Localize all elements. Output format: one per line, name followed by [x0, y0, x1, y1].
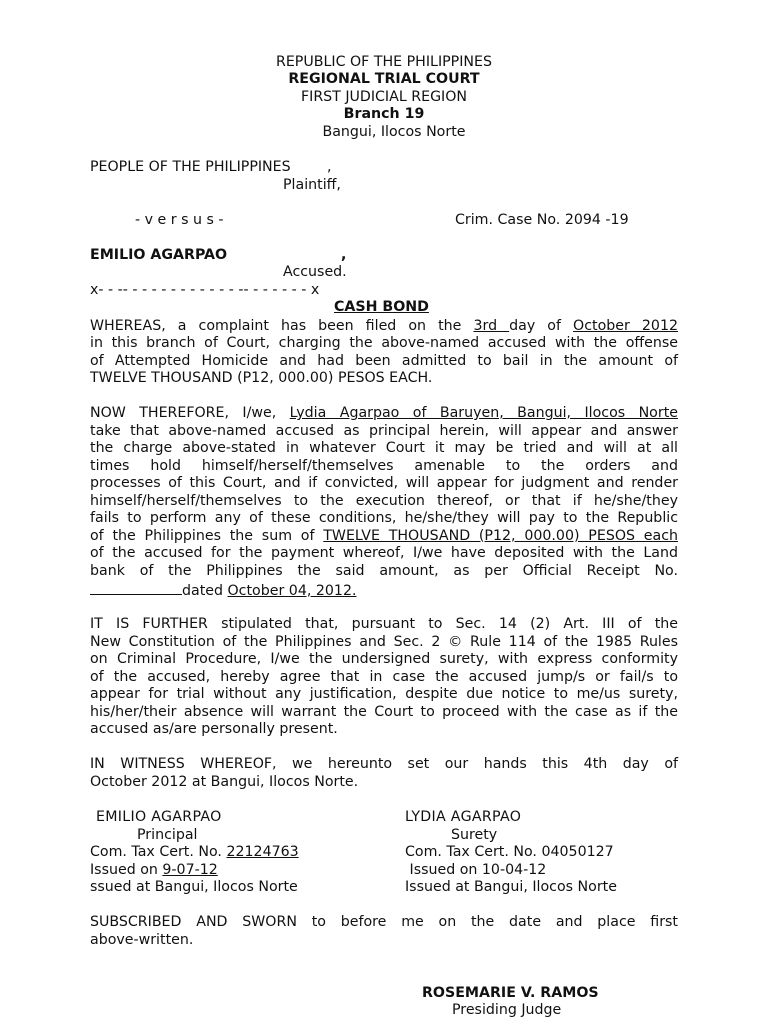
judge-title: Presiding Judge [452, 1002, 562, 1018]
complaint-month: October 2012 [573, 318, 678, 334]
para2-line10: bank of the Philippines the said amount, as per Official Receipt No. [90, 563, 678, 579]
para2-line3: the charge above-stated in whatever Court it may be tried and will at all [90, 440, 678, 456]
para4-line1: IN WITNESS WHEREOF, we hereunto set our hands this 4th day of [90, 756, 678, 772]
para2-line8: of the Philippines the sum of TWELVE THOUSAND (P12, 000.00) PESOS each [90, 528, 678, 544]
surety-tax-cert: Com. Tax Cert. No. 04050127 [405, 844, 614, 860]
header-location: Bangui, Ilocos Norte [322, 124, 466, 140]
surety-name: LYDIA AGARPAO [405, 809, 522, 825]
surety-issued-at: Issued at Bangui, Ilocos Norte [405, 879, 617, 895]
bond-amount: TWELVE THOUSAND (P12, 000.00) PESOS each [323, 528, 678, 544]
para4-line2: October 2012 at Bangui, Ilocos Norte. [90, 774, 359, 790]
receipt-date: October 04, 2012. [227, 583, 357, 599]
plaintiff-name: PEOPLE OF THE PHILIPPINES [90, 159, 291, 175]
para2-line5: processes of this Court, and if convicted, will appear for judgment and render [90, 475, 678, 491]
para1-line1: WHEREAS, a complaint has been filed on the 3rd day of October 2012 [90, 318, 678, 334]
surety-tax-number: 04050127 [541, 844, 614, 860]
surety-issued-on: Issued on 10-04-12 [405, 862, 547, 878]
para3-line5: appear for trial without any justification, despite due notice to me/us surety, [90, 686, 678, 702]
header-court: REGIONAL TRIAL COURT [288, 71, 480, 87]
principal-name: EMILIO AGARPAO [96, 809, 222, 825]
principal-tax-number: 22124763 [226, 844, 299, 860]
header-branch: Branch 19 [343, 106, 425, 122]
principal-issued-on: Issued on 9-07-12 [90, 862, 218, 878]
para3-line7: accused as/are personally present. [90, 721, 338, 737]
para3-line6: his/her/their absence will warrant the Court to proceed with the case as if the [90, 704, 678, 720]
para2-line7: fails to perform any of these conditions, he/she/they will pay to the Republic [90, 510, 678, 526]
case-number: Crim. Case No. 2094 -19 [455, 212, 629, 228]
surety-role: Surety [451, 827, 498, 843]
para2-line4: times hold himself/herself/themselves amenable to the orders and [90, 458, 678, 474]
plaintiff-comma: , [327, 159, 332, 175]
judge-name: ROSEMARIE V. RAMOS [422, 985, 599, 1001]
surety-issue-date: 10-04-12 [481, 862, 547, 878]
para3-line2: New Constitution of the Philippines and Sec. 2 © Rule 114 of the 1985 Rules [90, 634, 678, 650]
para2-line11: dated October 04, 2012. [90, 581, 357, 600]
para1-line4: TWELVE THOUSAND (P12, 000.00) PESOS EACH. [90, 370, 433, 386]
receipt-number-blank [90, 581, 182, 595]
principal-issued-at: ssued at Bangui, Ilocos Norte [90, 879, 298, 895]
header-region: FIRST JUDICIAL REGION [300, 89, 468, 105]
para3-line3: on Criminal Procedure, I/we the undersigned surety, with express conformity [90, 651, 678, 667]
para2-line2: take that above-named accused as principal herein, will appear and answer [90, 423, 678, 439]
para2-line9: of the accused for the payment whereof, I/we have deposited with the Land [90, 545, 678, 561]
versus: - v e r s u s - [135, 212, 224, 228]
caption-separator: x- - -- - - - - - - - - - - - -- - - - - - - x [90, 282, 320, 298]
principal-tax-cert: Com. Tax Cert. No. 22124763 [90, 844, 299, 860]
para2-line1: NOW THEREFORE, I/we, Lydia Agarpao of Baruyen, Bangui, Ilocos Norte [90, 405, 678, 421]
para3-line1: IT IS FURTHER stipulated that, pursuant to Sec. 14 (2) Art. III of the [90, 616, 678, 632]
accused-name: EMILIO AGARPAO [90, 247, 228, 263]
surety-name-address: Lydia Agarpao of Baruyen, Bangui, Ilocos Norte [289, 405, 678, 421]
para5-line2: above-written. [90, 932, 194, 948]
para2-line6: himself/herself/themselves to the execution thereof, or that if he/she/they [90, 493, 678, 509]
accused-comma: , [341, 247, 347, 263]
header-republic: REPUBLIC OF THE PHILIPPINES [275, 54, 493, 70]
complaint-day: 3rd [473, 318, 510, 334]
principal-role: Principal [137, 827, 198, 843]
para3-line4: of the accused, hereby agree that in case the accused jump/s or fail/s to [90, 669, 678, 685]
para5-line1: SUBSCRIBED AND SWORN to before me on the date and place first [90, 914, 678, 930]
document-title: CASH BOND [334, 299, 429, 315]
para1-line2: in this branch of Court, charging the above-named accused with the offense [90, 335, 678, 351]
plaintiff-role: Plaintiff, [283, 177, 341, 193]
principal-issue-date: 9-07-12 [162, 862, 218, 878]
accused-role: Accused. [283, 264, 347, 280]
para1-line3: of Attempted Homicide and had been admitted to bail in the amount of [90, 353, 678, 369]
